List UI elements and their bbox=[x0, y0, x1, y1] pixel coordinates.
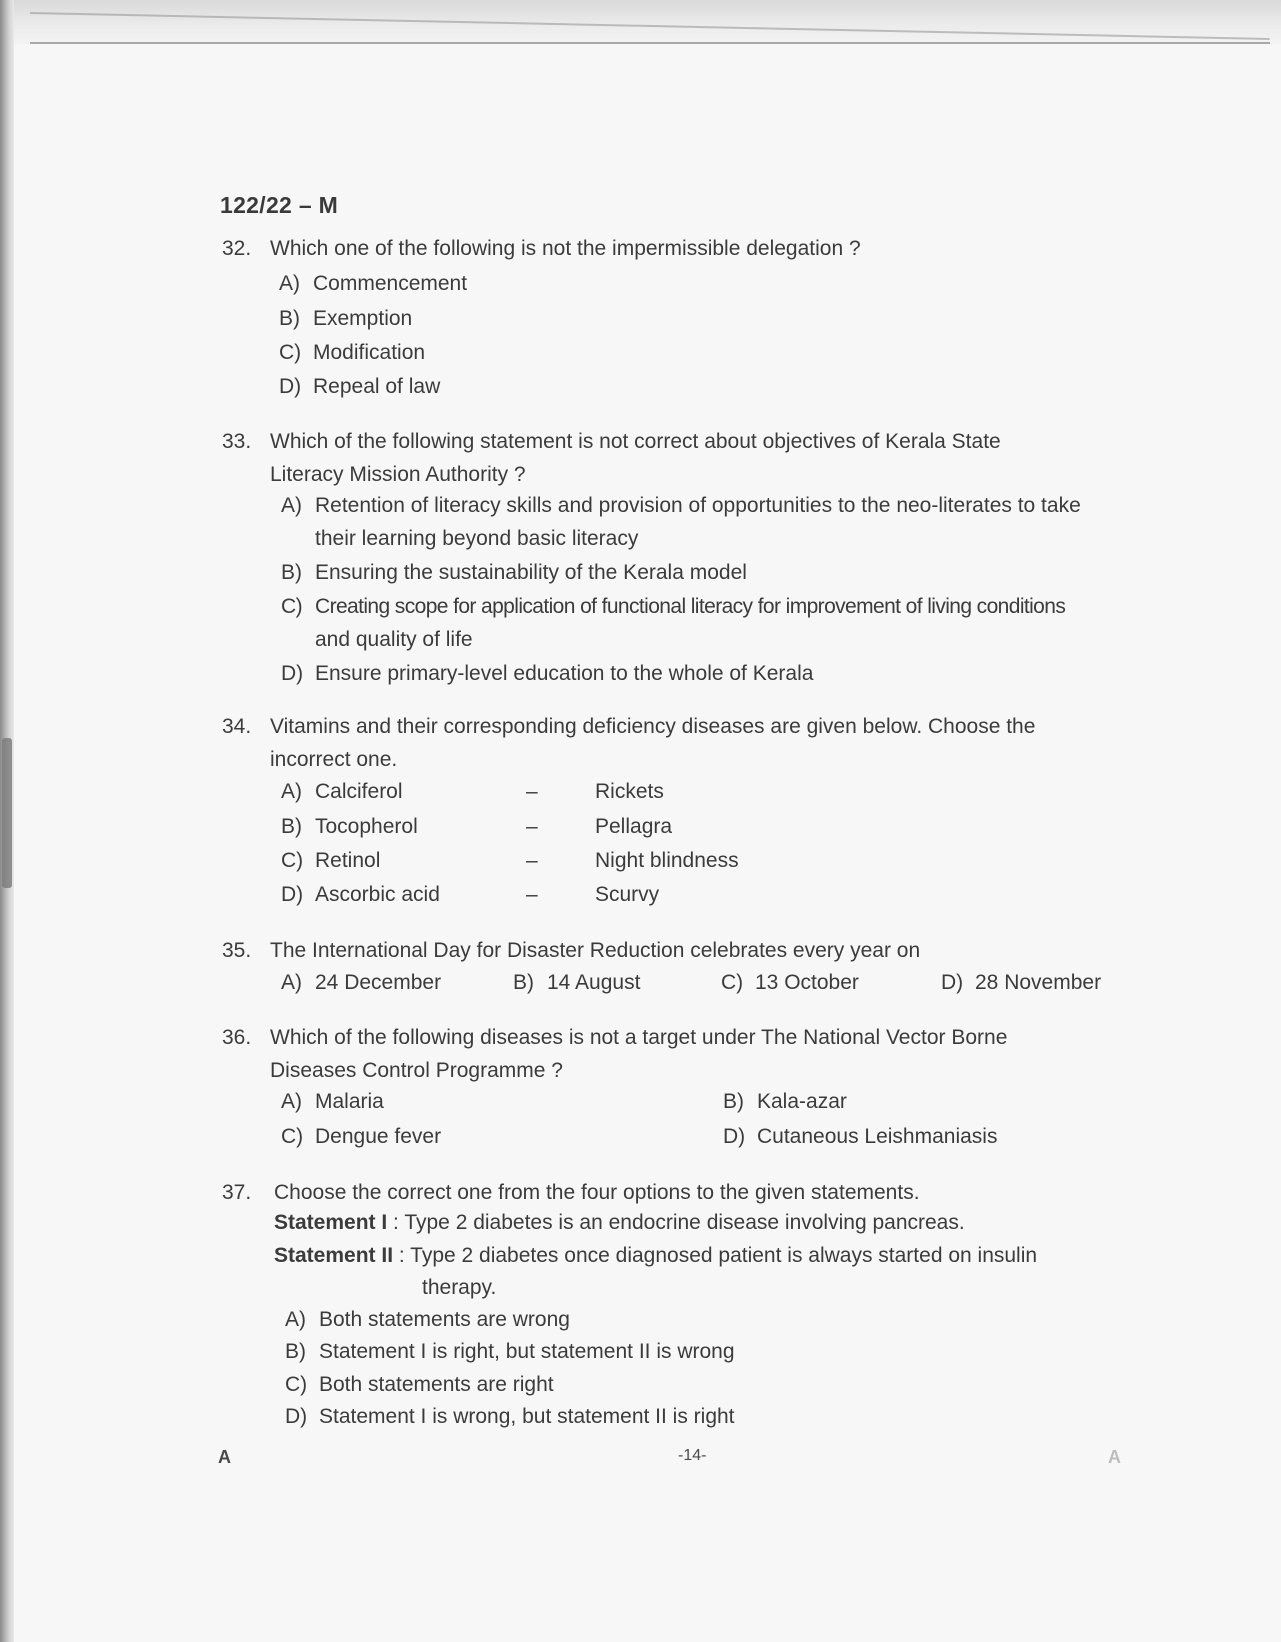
option-b: B) Exemption bbox=[279, 307, 413, 330]
question-stem-line-1: Which of the following diseases is not a target under The National Vector Borne bbox=[270, 1026, 1008, 1049]
question-34 bbox=[222, 710, 1182, 776]
option-c: C) Dengue fever bbox=[281, 1125, 442, 1148]
option-d: D) Statement I is wrong, but statement II is right bbox=[285, 1405, 735, 1428]
question-number: 37. bbox=[222, 1181, 252, 1204]
option-b: B) 14 August bbox=[513, 971, 641, 994]
statement-1: Statement I : Type 2 diabetes is an endocrine disease involving pancreas. bbox=[274, 1211, 965, 1234]
option-a: A) Malaria bbox=[281, 1090, 384, 1113]
paper-code: 122/22 – M bbox=[220, 192, 339, 218]
option-a: A) Both statements are wrong bbox=[285, 1308, 570, 1331]
separator: – bbox=[526, 883, 538, 906]
question-stem: Choose the correct one from the four options to the given statements. bbox=[274, 1181, 920, 1204]
question-stem: Which one of the following is not the impermissible delegation ? bbox=[270, 237, 861, 260]
statement-text: Type 2 diabetes is an endocrine disease involving pancreas. bbox=[404, 1211, 965, 1234]
statement-text: Type 2 diabetes once diagnosed patient is always started on insulin bbox=[410, 1244, 1038, 1267]
vitamin: Calciferol bbox=[315, 780, 403, 803]
option-d: D) Ascorbic acid – Scurvy bbox=[281, 883, 660, 906]
question-stem-line-2: Literacy Mission Authority ? bbox=[270, 463, 526, 486]
question-number: 35. bbox=[222, 939, 252, 962]
binding-mark bbox=[2, 738, 12, 888]
question-number: 34. bbox=[222, 715, 252, 738]
separator: – bbox=[526, 815, 538, 838]
question-number: 33. bbox=[222, 430, 252, 453]
option-c-line-2: and quality of life bbox=[315, 628, 473, 651]
option-c: C) Modification bbox=[279, 341, 426, 364]
disease: Night blindness bbox=[595, 849, 739, 872]
statement-2-continuation: therapy. bbox=[422, 1276, 497, 1299]
question-stem-line-2: incorrect one. bbox=[270, 748, 398, 771]
vitamin: Retinol bbox=[315, 849, 381, 872]
question-37 bbox=[222, 1176, 1182, 1208]
statement-label: Statement I bbox=[274, 1211, 388, 1234]
question-35 bbox=[222, 934, 1182, 966]
option-a: A) Calciferol – Rickets bbox=[281, 780, 664, 803]
option-c: C) Both statements are right bbox=[285, 1373, 554, 1396]
option-c: C) 13 October bbox=[721, 971, 859, 994]
option-b: B) Kala-azar bbox=[723, 1090, 847, 1113]
question-stem: The International Day for Disaster Reduction celebrates every year on bbox=[270, 939, 921, 962]
option-a: A) Commencement bbox=[279, 272, 468, 295]
vitamin: Tocopherol bbox=[315, 815, 418, 838]
question-33 bbox=[222, 425, 1182, 491]
page-number: -14- bbox=[678, 1447, 707, 1464]
option-b: B) Ensuring the sustainability of the Kerala model bbox=[281, 561, 747, 584]
question-32 bbox=[222, 232, 1182, 264]
option-b: B) Statement I is right, but statement II is wrong bbox=[285, 1340, 735, 1363]
stacked-pages-shadow bbox=[14, 0, 1281, 44]
separator: – bbox=[526, 780, 538, 803]
statement-label: Statement II bbox=[274, 1244, 394, 1267]
question-36 bbox=[222, 1021, 1182, 1087]
question-number: 32. bbox=[222, 237, 252, 260]
option-a: A) 24 December bbox=[281, 971, 442, 994]
option-d: D) 28 November bbox=[941, 971, 1102, 994]
option-b: B) Tocopherol – Pellagra bbox=[281, 815, 673, 838]
disease: Pellagra bbox=[595, 815, 673, 838]
option-d: D) Ensure primary-level education to the whole of Kerala bbox=[281, 662, 814, 685]
statement-2: Statement II : Type 2 diabetes once diagnosed patient is always started on insulin bbox=[274, 1244, 1038, 1267]
option-a-line-2: their learning beyond basic literacy bbox=[315, 527, 639, 550]
booklet-series-left: A bbox=[218, 1447, 231, 1467]
option-a: A) Retention of literacy skills and provision of opportunities to the neo-literates to take bbox=[281, 494, 1081, 517]
option-d: D) Cutaneous Leishmaniasis bbox=[723, 1125, 998, 1148]
disease: Rickets bbox=[595, 780, 664, 803]
disease: Scurvy bbox=[595, 883, 660, 906]
separator: – bbox=[526, 849, 538, 872]
booklet-series-right: A bbox=[1108, 1447, 1121, 1467]
option-c: C) Retinol – Night blindness bbox=[281, 849, 739, 872]
question-stem-line-2: Diseases Control Programme ? bbox=[270, 1059, 563, 1082]
exam-sheet bbox=[14, 44, 1281, 1642]
vitamin: Ascorbic acid bbox=[315, 883, 440, 906]
question-number: 36. bbox=[222, 1026, 252, 1049]
question-stem-line-1: Which of the following statement is not correct about objectives of Kerala State bbox=[270, 430, 1001, 453]
question-stem-line-1: Vitamins and their corresponding deficiency diseases are given below. Choose the bbox=[270, 715, 1036, 738]
option-c: C) Creating scope for application of functional literacy for improvement of living conditions bbox=[281, 595, 1066, 618]
option-d: D) Repeal of law bbox=[279, 375, 441, 398]
